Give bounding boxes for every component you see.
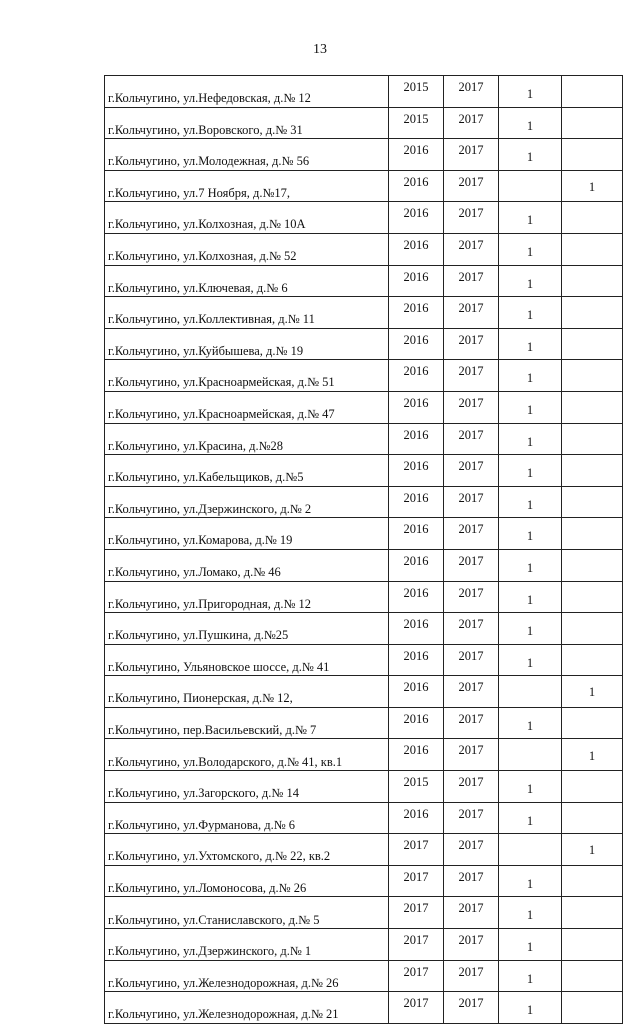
table-row [105, 802, 623, 834]
count-a-cell: 1 [499, 486, 562, 518]
year-start-cell: 2016 [389, 391, 444, 423]
table-row [105, 297, 623, 329]
year-start-cell: 2017 [389, 834, 444, 866]
count-a-cell: 1 [499, 265, 562, 297]
count-a-cell: 1 [499, 202, 562, 234]
count-b-cell [562, 297, 623, 329]
year-end-cell: 2017 [444, 865, 499, 897]
address-cell: г.Кольчугино, ул.Ухтомского, д.№ 22, кв.2 [105, 834, 389, 866]
year-start-cell: 2016 [389, 297, 444, 329]
year-start-cell: 2016 [389, 676, 444, 708]
count-a-cell: 1 [499, 391, 562, 423]
count-a-cell: 1 [499, 297, 562, 329]
count-b-cell [562, 233, 623, 265]
year-end-cell: 2017 [444, 360, 499, 392]
address-cell: г.Кольчугино, ул.Комарова, д.№ 19 [105, 518, 389, 550]
address-cell: г.Кольчугино, ул.Ключевая, д.№ 6 [105, 265, 389, 297]
year-start-cell: 2016 [389, 739, 444, 771]
address-cell: г.Кольчугино, ул.Ломоносова, д.№ 26 [105, 865, 389, 897]
table-row [105, 739, 623, 771]
address-cell: г.Кольчугино, ул.Пушкина, д.№25 [105, 613, 389, 645]
year-end-cell: 2017 [444, 707, 499, 739]
table-row [105, 76, 623, 108]
year-start-cell: 2016 [389, 455, 444, 487]
year-end-cell: 2017 [444, 455, 499, 487]
year-end-cell: 2017 [444, 834, 499, 866]
year-end-cell: 2017 [444, 391, 499, 423]
count-b-cell [562, 360, 623, 392]
address-cell: г.Кольчугино, ул.Красина, д.№28 [105, 423, 389, 455]
count-b-cell [562, 613, 623, 645]
address-cell: г.Кольчугино, ул.Красноармейская, д.№ 47 [105, 391, 389, 423]
address-cell: г.Кольчугино, ул.7 Ноября, д.№17, [105, 170, 389, 202]
table-row [105, 707, 623, 739]
year-start-cell: 2016 [389, 549, 444, 581]
table-row [105, 771, 623, 803]
year-end-cell: 2017 [444, 328, 499, 360]
count-b-cell [562, 423, 623, 455]
count-a-cell: 1 [499, 707, 562, 739]
address-cell: г.Кольчугино, пер.Васильевский, д.№ 7 [105, 707, 389, 739]
table-row [105, 992, 623, 1024]
year-end-cell: 2017 [444, 581, 499, 613]
count-a-cell: 1 [499, 929, 562, 961]
year-end-cell: 2017 [444, 771, 499, 803]
address-cell: г.Кольчугино, ул.Станиславского, д.№ 5 [105, 897, 389, 929]
address-cell: г.Кольчугино, ул.Железнодорожная, д.№ 26 [105, 960, 389, 992]
count-a-cell: 1 [499, 423, 562, 455]
address-cell: г.Кольчугино, ул.Железнодорожная, д.№ 21 [105, 992, 389, 1024]
table-row [105, 391, 623, 423]
table-row [105, 865, 623, 897]
year-start-cell: 2017 [389, 865, 444, 897]
year-end-cell: 2017 [444, 233, 499, 265]
count-b-cell [562, 960, 623, 992]
year-start-cell: 2015 [389, 771, 444, 803]
address-cell: г.Кольчугино, ул.Воровского, д.№ 31 [105, 107, 389, 139]
year-start-cell: 2017 [389, 960, 444, 992]
year-end-cell: 2017 [444, 486, 499, 518]
count-b-cell [562, 107, 623, 139]
table-row [105, 455, 623, 487]
count-a-cell: 1 [499, 518, 562, 550]
register-table [104, 75, 623, 1024]
year-start-cell: 2017 [389, 897, 444, 929]
year-start-cell: 2016 [389, 360, 444, 392]
year-end-cell: 2017 [444, 644, 499, 676]
count-a-cell: 1 [499, 771, 562, 803]
count-a-cell [499, 676, 562, 708]
count-b-cell: 1 [562, 676, 623, 708]
page-number: 13 [313, 42, 327, 57]
address-cell: г.Кольчугино, ул.Колхозная, д.№ 10А [105, 202, 389, 234]
table-row [105, 233, 623, 265]
address-cell: г.Кольчугино, ул.Володарского, д.№ 41, кв.1 [105, 739, 389, 771]
year-start-cell: 2016 [389, 233, 444, 265]
address-cell: г.Кольчугино, ул.Колхозная, д.№ 52 [105, 233, 389, 265]
year-end-cell: 2017 [444, 676, 499, 708]
year-start-cell: 2016 [389, 170, 444, 202]
register-table-body [105, 76, 623, 1024]
table-row [105, 929, 623, 961]
count-b-cell [562, 76, 623, 108]
count-a-cell: 1 [499, 233, 562, 265]
table-row [105, 107, 623, 139]
count-b-cell: 1 [562, 834, 623, 866]
count-b-cell [562, 202, 623, 234]
year-end-cell: 2017 [444, 423, 499, 455]
address-cell: г.Кольчугино, ул.Дзержинского, д.№ 1 [105, 929, 389, 961]
count-b-cell [562, 455, 623, 487]
year-end-cell: 2017 [444, 76, 499, 108]
count-b-cell [562, 486, 623, 518]
count-a-cell: 1 [499, 613, 562, 645]
count-a-cell [499, 170, 562, 202]
address-cell: г.Кольчугино, ул.Кабельщиков, д.№5 [105, 455, 389, 487]
count-b-cell [562, 929, 623, 961]
year-end-cell: 2017 [444, 139, 499, 171]
address-cell: г.Кольчугино, ул.Пригородная, д.№ 12 [105, 581, 389, 613]
year-start-cell: 2015 [389, 76, 444, 108]
count-a-cell: 1 [499, 455, 562, 487]
address-cell: г.Кольчугино, ул.Коллективная, д.№ 11 [105, 297, 389, 329]
count-a-cell: 1 [499, 644, 562, 676]
year-start-cell: 2016 [389, 581, 444, 613]
year-end-cell: 2017 [444, 107, 499, 139]
count-a-cell [499, 739, 562, 771]
count-a-cell: 1 [499, 139, 562, 171]
count-b-cell [562, 139, 623, 171]
year-start-cell: 2016 [389, 644, 444, 676]
count-a-cell [499, 834, 562, 866]
count-a-cell: 1 [499, 802, 562, 834]
count-a-cell: 1 [499, 328, 562, 360]
table-row [105, 423, 623, 455]
table-row [105, 676, 623, 708]
count-a-cell: 1 [499, 865, 562, 897]
year-start-cell: 2017 [389, 992, 444, 1024]
count-b-cell [562, 518, 623, 550]
count-a-cell: 1 [499, 360, 562, 392]
year-end-cell: 2017 [444, 297, 499, 329]
count-a-cell: 1 [499, 897, 562, 929]
year-end-cell: 2017 [444, 929, 499, 961]
address-cell: г.Кольчугино, ул.Дзержинского, д.№ 2 [105, 486, 389, 518]
year-start-cell: 2016 [389, 139, 444, 171]
year-start-cell: 2016 [389, 613, 444, 645]
count-b-cell [562, 581, 623, 613]
count-a-cell: 1 [499, 992, 562, 1024]
year-end-cell: 2017 [444, 960, 499, 992]
table-row [105, 549, 623, 581]
address-cell: г.Кольчугино, Пионерская, д.№ 12, [105, 676, 389, 708]
address-cell: г.Кольчугино, ул.Фурманова, д.№ 6 [105, 802, 389, 834]
year-end-cell: 2017 [444, 992, 499, 1024]
year-end-cell: 2017 [444, 265, 499, 297]
year-end-cell: 2017 [444, 518, 499, 550]
table-row [105, 644, 623, 676]
year-end-cell: 2017 [444, 549, 499, 581]
table-row [105, 360, 623, 392]
address-cell: г.Кольчугино, ул.Загорского, д.№ 14 [105, 771, 389, 803]
address-cell: г.Кольчугино, ул.Ломако, д.№ 46 [105, 549, 389, 581]
table-row [105, 486, 623, 518]
count-b-cell [562, 771, 623, 803]
count-b-cell [562, 328, 623, 360]
address-cell: г.Кольчугино, Ульяновское шоссе, д.№ 41 [105, 644, 389, 676]
year-start-cell: 2016 [389, 265, 444, 297]
address-cell: г.Кольчугино, ул.Молодежная, д.№ 56 [105, 139, 389, 171]
address-cell: г.Кольчугино, ул.Нефедовская, д.№ 12 [105, 76, 389, 108]
year-start-cell: 2016 [389, 202, 444, 234]
table-row [105, 581, 623, 613]
count-b-cell: 1 [562, 170, 623, 202]
count-b-cell [562, 992, 623, 1024]
table-row [105, 202, 623, 234]
year-end-cell: 2017 [444, 202, 499, 234]
count-b-cell [562, 391, 623, 423]
year-start-cell: 2016 [389, 328, 444, 360]
year-end-cell: 2017 [444, 170, 499, 202]
year-end-cell: 2017 [444, 802, 499, 834]
table-row [105, 328, 623, 360]
year-start-cell: 2017 [389, 929, 444, 961]
count-a-cell: 1 [499, 76, 562, 108]
count-b-cell [562, 644, 623, 676]
table-row [105, 897, 623, 929]
year-start-cell: 2016 [389, 423, 444, 455]
count-b-cell [562, 549, 623, 581]
year-end-cell: 2017 [444, 897, 499, 929]
count-b-cell: 1 [562, 739, 623, 771]
year-start-cell: 2016 [389, 518, 444, 550]
year-end-cell: 2017 [444, 613, 499, 645]
year-start-cell: 2016 [389, 707, 444, 739]
table-row [105, 139, 623, 171]
year-start-cell: 2016 [389, 802, 444, 834]
address-cell: г.Кольчугино, ул.Куйбышева, д.№ 19 [105, 328, 389, 360]
table-row [105, 170, 623, 202]
count-a-cell: 1 [499, 581, 562, 613]
year-start-cell: 2015 [389, 107, 444, 139]
table-row [105, 265, 623, 297]
table-row [105, 960, 623, 992]
count-b-cell [562, 802, 623, 834]
count-b-cell [562, 897, 623, 929]
year-end-cell: 2017 [444, 739, 499, 771]
table-row [105, 613, 623, 645]
address-cell: г.Кольчугино, ул.Красноармейская, д.№ 51 [105, 360, 389, 392]
count-b-cell [562, 865, 623, 897]
table-row [105, 834, 623, 866]
table-row [105, 518, 623, 550]
count-a-cell: 1 [499, 549, 562, 581]
count-a-cell: 1 [499, 960, 562, 992]
count-b-cell [562, 265, 623, 297]
count-a-cell: 1 [499, 107, 562, 139]
count-b-cell [562, 707, 623, 739]
year-start-cell: 2016 [389, 486, 444, 518]
